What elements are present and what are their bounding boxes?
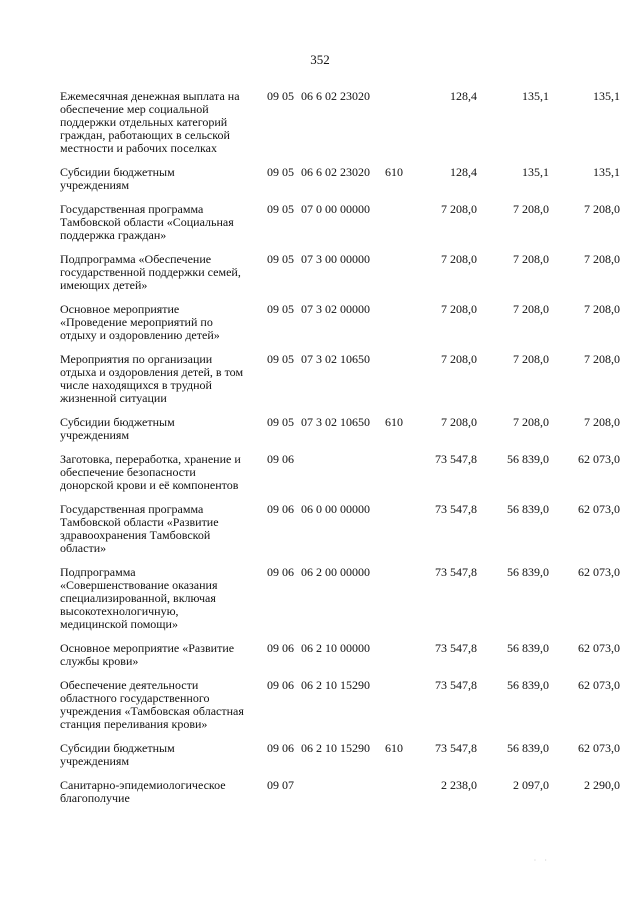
amount-year-3: 135,1 [593, 165, 620, 179]
amount-year-2: 56 839,0 [507, 565, 549, 579]
row-name: Подпрограмма «Совершенствование оказания специализированной, включая высокотехнологичную, медицинской помощи» [60, 565, 218, 631]
amount-year-1: 7 208,0 [441, 302, 477, 316]
amount-year-1: 73 547,8 [435, 502, 477, 516]
amount-year-2: 135,1 [522, 165, 549, 179]
target-article-code: 07 3 00 00000 [301, 252, 370, 266]
amount-year-3: 62 073,0 [578, 641, 620, 655]
amount-year-2: 7 208,0 [513, 252, 549, 266]
table-row [0, 253, 640, 292]
section-code: 09 06 [267, 741, 294, 755]
amount-year-3: 2 290,0 [584, 778, 620, 792]
target-article-code: 07 3 02 10650 [301, 352, 370, 366]
amount-year-2: 135,1 [522, 89, 549, 103]
target-article-code: 06 2 10 15290 [301, 678, 370, 692]
section-code: 09 05 [267, 165, 294, 179]
target-article-code: 06 6 02 23020 [301, 165, 370, 179]
amount-year-1: 7 208,0 [441, 252, 477, 266]
amount-year-1: 7 208,0 [441, 202, 477, 216]
row-name: Основное мероприятие «Развитие службы крови» [60, 641, 235, 668]
amount-year-1: 73 547,8 [435, 641, 477, 655]
row-name: Субсидии бюджетным учреждениям [60, 741, 175, 768]
row-name: Подпрограмма «Обеспечение государственной поддержки семей, имеющих детей» [60, 252, 241, 292]
row-name: Санитарно-эпидемиологическое благополучие [60, 778, 226, 805]
amount-year-2: 7 208,0 [513, 415, 549, 429]
row-name: Обеспечение деятельности областного государственного учреждения «Тамбовская областная станция переливания крови» [60, 678, 244, 731]
amount-year-2: 56 839,0 [507, 641, 549, 655]
amount-year-3: 7 208,0 [584, 202, 620, 216]
table-row [0, 779, 640, 805]
page-number: 352 [310, 52, 330, 67]
amount-year-2: 56 839,0 [507, 741, 549, 755]
row-name: Субсидии бюджетным учреждениям [60, 165, 175, 192]
target-article-code: 06 0 00 00000 [301, 502, 370, 516]
amount-year-2: 56 839,0 [507, 502, 549, 516]
amount-year-1: 128,4 [450, 89, 477, 103]
row-name: Мероприятия по организации отдыха и оздоровления детей, в том числе находящихся в трудной жизненной ситуации [60, 352, 244, 405]
target-article-code: 06 2 10 00000 [301, 641, 370, 655]
table-row [0, 303, 640, 342]
target-article-code: 06 2 10 15290 [301, 741, 370, 755]
amount-year-2: 7 208,0 [513, 302, 549, 316]
table-row [0, 353, 640, 405]
row-name: Заготовка, переработка, хранение и обеспечение безопасности донорской крови и её компонентов [60, 452, 241, 492]
section-code: 09 06 [267, 641, 294, 655]
amount-year-2: 56 839,0 [507, 678, 549, 692]
budget-table [0, 90, 640, 816]
expense-type-code: 610 [385, 741, 403, 755]
section-code: 09 06 [267, 452, 294, 466]
table-row [0, 679, 640, 731]
row-name: Государственная программа Тамбовской области «Развитие здравоохранения Тамбовской области» [60, 502, 219, 555]
table-row [0, 166, 640, 192]
expense-type-code: 610 [385, 415, 403, 429]
target-article-code: 07 3 02 10650 [301, 415, 370, 429]
amount-year-2: 2 097,0 [513, 778, 549, 792]
row-name: Субсидии бюджетным учреждениям [60, 415, 175, 442]
section-code: 09 05 [267, 202, 294, 216]
section-code: 09 05 [267, 89, 294, 103]
row-name: Ежемесячная денежная выплата на обеспечение мер социальной поддержки отдельных категорий граждан, работающих в сельской местности и рабочих поселках [60, 89, 240, 155]
target-article-code: 07 3 02 00000 [301, 302, 370, 316]
section-code: 09 07 [267, 778, 294, 792]
amount-year-3: 7 208,0 [584, 352, 620, 366]
amount-year-2: 56 839,0 [507, 452, 549, 466]
table-row [0, 203, 640, 242]
table-row [0, 503, 640, 555]
table-row [0, 742, 640, 768]
scan-speck: · · [533, 856, 550, 865]
section-code: 09 06 [267, 678, 294, 692]
amount-year-3: 62 073,0 [578, 452, 620, 466]
row-name: Основное мероприятие «Проведение мероприятий по отдыху и оздоровлению детей» [60, 302, 220, 342]
table-row [0, 642, 640, 668]
amount-year-1: 7 208,0 [441, 415, 477, 429]
target-article-code: 07 0 00 00000 [301, 202, 370, 216]
amount-year-1: 73 547,8 [435, 678, 477, 692]
section-code: 09 05 [267, 252, 294, 266]
section-code: 09 06 [267, 565, 294, 579]
section-code: 09 05 [267, 415, 294, 429]
table-row [0, 453, 640, 492]
amount-year-1: 7 208,0 [441, 352, 477, 366]
amount-year-3: 62 073,0 [578, 565, 620, 579]
amount-year-1: 73 547,8 [435, 452, 477, 466]
amount-year-3: 62 073,0 [578, 502, 620, 516]
amount-year-2: 7 208,0 [513, 352, 549, 366]
expense-type-code: 610 [385, 165, 403, 179]
section-code: 09 05 [267, 302, 294, 316]
table-row [0, 90, 640, 155]
amount-year-1: 128,4 [450, 165, 477, 179]
target-article-code: 06 2 00 00000 [301, 565, 370, 579]
amount-year-1: 73 547,8 [435, 565, 477, 579]
amount-year-3: 62 073,0 [578, 678, 620, 692]
target-article-code: 06 6 02 23020 [301, 89, 370, 103]
row-name: Государственная программа Тамбовской области «Социальная поддержка граждан» [60, 202, 234, 242]
amount-year-3: 7 208,0 [584, 415, 620, 429]
table-row [0, 416, 640, 442]
table-row [0, 566, 640, 631]
amount-year-3: 7 208,0 [584, 252, 620, 266]
amount-year-2: 7 208,0 [513, 202, 549, 216]
section-code: 09 05 [267, 352, 294, 366]
amount-year-3: 62 073,0 [578, 741, 620, 755]
amount-year-1: 2 238,0 [441, 778, 477, 792]
amount-year-3: 7 208,0 [584, 302, 620, 316]
amount-year-3: 135,1 [593, 89, 620, 103]
amount-year-1: 73 547,8 [435, 741, 477, 755]
section-code: 09 06 [267, 502, 294, 516]
